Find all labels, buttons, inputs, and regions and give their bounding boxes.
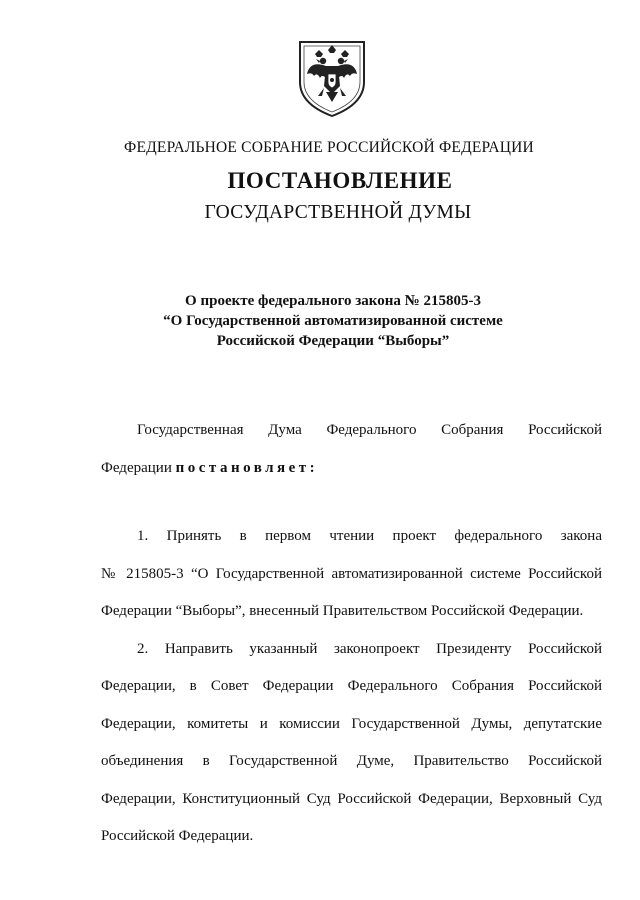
item-line: Федерации, в Совет Федерации Федерального Собрания Российской [101,678,602,694]
preamble-line: Государственная Дума Федерального Собрания Российской [137,422,602,438]
item-line: 2. Направить указанный законопроект Президенту Российской [137,640,602,657]
preamble-prefix: Федерации [101,459,172,476]
subject-line: О проекте федерального закона № 215805-3 [185,293,481,309]
item-line: объединения в Государственной Думе, Правительство Российской [101,753,602,769]
organization-title: ФЕДЕРАЛЬНОЕ СОБРАНИЕ РОССИЙСКОЙ ФЕДЕРАЦИИ [124,139,534,156]
item-line: Федерации, Конституционный Суд Российской Федерации, Верховный Суд [101,790,602,807]
document-type-heading: ПОСТАНОВЛЕНИЕ [227,168,453,193]
item-line: Федерации “Выборы”, внесенный Правительством Российской Федерации. [101,603,584,619]
item-line: Российской Федерации. [101,828,254,844]
preamble-paragraph [101,412,602,487]
subject-line: Российской Федерации “Выборы” [216,333,450,349]
item-line: 1. Принять в первом чтении проект федерального закона [137,528,602,544]
item-line: № 215805-3 “О Государственной автоматизированной системе Российской [101,565,602,582]
document-subject [0,291,640,351]
document-issuer: ГОСУДАРСТВЕННОЙ ДУМЫ [204,202,472,223]
resolution-verb: постановляет: [175,459,319,476]
item-line: Федерации, комитеты и комиссии Государственной Думы, депутатские [101,715,602,732]
resolution-items [101,518,602,856]
coat-of-arms-icon [290,36,374,120]
subject-line: “О Государственной автоматизированной системе [163,313,503,329]
preamble-line [101,450,602,488]
